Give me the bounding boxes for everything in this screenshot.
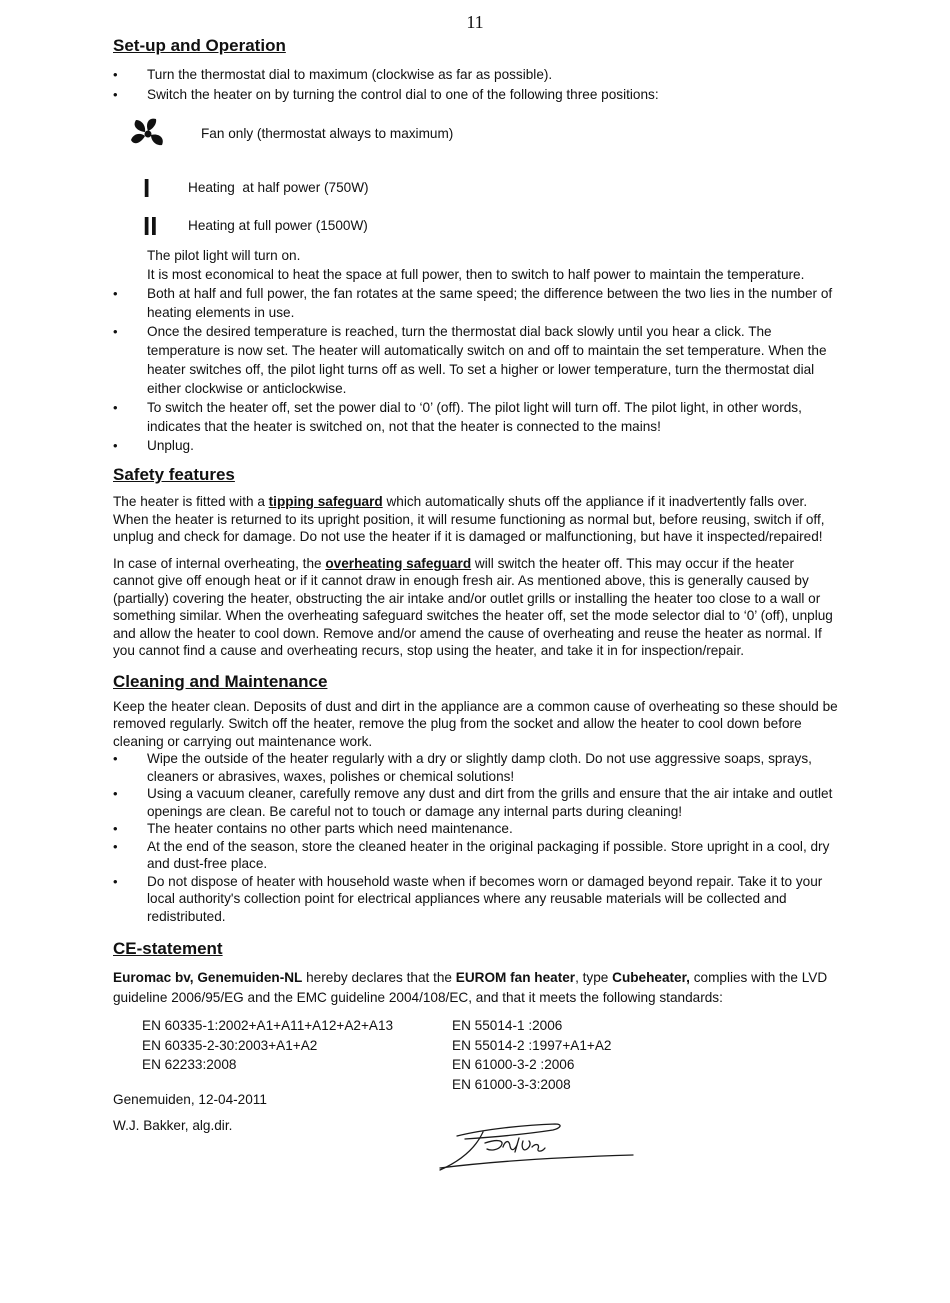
list-item: • Once the desired temperature is reached, turn the thermostat dial back slowly until you hear a click. The temperature is now set. The heater will automatically switch on and off to maintain the set temperature. When the heater switches off, the pilot light turns off as well. To set a higher or lower temperature, turn the thermostat dial either clockwise or anticlockwise. [113, 324, 827, 396]
list-item: • Switch the heater on by turning the control dial to one of the following three positions: [113, 86, 659, 102]
page-number: 11 [466, 12, 484, 32]
list-item: • The heater contains no other parts which need maintenance. [113, 821, 513, 836]
product-name: EUROM fan heater [455, 970, 576, 985]
bullet: • [113, 400, 118, 415]
fan-icon [129, 117, 167, 151]
ce-declaration: Euromac bv, Genemuiden-NL hereby declares that the EUROM fan heater, type Cubeheater, complies with the LVD guideline 2006/95/EG and the EMC guideline 2004/108/EC, and that it meets the following standards: [113, 970, 828, 1005]
standard-item: EN 61000-3-2 :2006 [452, 1057, 575, 1072]
handwritten-signature-icon [435, 1119, 635, 1175]
list-item: • To switch the heater off, set the power dial to ‘0’ (off). The pilot light will turn off. The pilot light, in other words, indicates that the heater is switched on, not that the heater is connected to the mains! [113, 400, 802, 434]
cleaning-intro: Keep the heater clean. Deposits of dust and dirt in the appliance are a common cause of overheating so these should be removed regularly. Switch off the heater, remove the plug from the socket and allow the heater to cool down before cleaning or carrying out maintenance work. [113, 698, 838, 749]
standard-item: EN 60335-2-30:2003+A1+A2 [142, 1037, 318, 1053]
safety-paragraph-2: In case of internal overheating, the overheating safeguard will switch the heater off. This may occur if the heater cannot give off enough heat or if it cannot draw in enough fresh air. As mentioned above, this is generally caused by (partially) covering the heater, obstructing the air intake and/or outlet grills or installing the heater too close to a wall or something similar. When the overheating safeguard switches the heater off, set the mode selector dial to ‘0’ (off), unplug and allow the heater to cool down. Remove and/or amend the cause of overheating and reuse the heater as normal. If you cannot find a cause and overheating recurs, stop using the heater, and take it in for inspection/repair. [113, 555, 833, 658]
bullet: • [113, 838, 118, 854]
standard-item: EN 62233:2008 [142, 1057, 237, 1072]
bullet: • [113, 438, 118, 453]
company-name: Euromac bv, Genemuiden-NL [113, 970, 303, 985]
standard-item: EN 55014-1 :2006 [452, 1018, 563, 1033]
standard-item: EN 61000-3-3:2008 [452, 1076, 571, 1092]
standards-list [113, 1016, 838, 1094]
list-item: • Using a vacuum cleaner, carefully remove any dust and dirt from the grills and ensure that the air intake and outlet openings are clean. Be careful not to touch or damage any internal parts during cleaning! [113, 786, 833, 819]
standards-left [142, 1016, 452, 1094]
mode-full-text: Heating at full power (1500W) [188, 218, 368, 233]
standards-right [452, 1016, 762, 1094]
signature-block [113, 1109, 838, 1189]
mode-full-power [113, 213, 838, 243]
place-date: Genemuiden, 12-04-2011 [113, 1092, 267, 1107]
bullet: • [113, 751, 118, 766]
cleaning-heading: Cleaning and Maintenance [113, 671, 328, 691]
standard-item: EN 60335-1:2002+A1+A11+A12+A2+A13 [142, 1018, 394, 1033]
mode-symbol: II [143, 211, 158, 241]
mode-half-power [113, 175, 838, 205]
bullet: • [113, 873, 118, 889]
setup-list-bottom [113, 284, 838, 455]
economical-text: It is most economical to heat the space at full power, then to switch to half power to maintain the temperature. [147, 267, 805, 282]
ce-heading: CE-statement [113, 939, 223, 958]
setup-list-top [113, 66, 838, 103]
mode-symbol: I [143, 173, 151, 203]
bullet: • [113, 286, 118, 301]
bullet: • [113, 786, 118, 801]
overheating-safeguard-term: overheating safeguard [325, 555, 472, 571]
mode-fan-text: Fan only (thermostat always to maximum) [201, 126, 454, 141]
safety-heading: Safety features [113, 465, 235, 484]
mode-fan [113, 117, 838, 159]
setup-heading: Set-up and Operation [113, 36, 286, 55]
list-item: • Unplug. [113, 438, 194, 453]
bullet: • [113, 67, 118, 82]
product-type: Cubeheater, [612, 970, 690, 985]
safety-paragraph-1: The heater is fitted with a tipping safeguard which automatically shuts off the appliance if it inadvertently falls over. When the heater is returned to its upright position, it will resume functioning as normal but, before reusing, switch if off, unplug and check for damage. Do not use the heater if it is damaged or malfunctioning, but have it inspected/repaired! [113, 494, 825, 544]
bullet: • [113, 324, 118, 339]
cleaning-list [113, 750, 838, 925]
page-content [113, 34, 838, 1189]
list-item: • Do not dispose of heater with household waste when if becomes worn or damaged beyond repair. Take it to your local authority's collection point for electrical appliances where any reusable materials will be collected and redistributed. [113, 873, 823, 924]
bullet: • [113, 86, 118, 102]
signatory: W.J. Bakker, alg.dir. [113, 1117, 233, 1133]
list-item: • Both at half and full power, the fan rotates at the same speed; the difference between the two lies in the number of heating elements in use. [113, 286, 833, 320]
tipping-safeguard-term: tipping safeguard [268, 494, 383, 509]
list-item: • Turn the thermostat dial to maximum (clockwise as far as possible). [113, 67, 553, 82]
bullet: • [113, 821, 118, 836]
pilot-text: The pilot light will turn on. [147, 248, 301, 263]
list-item: • At the end of the season, store the cleaned heater in the original packaging if possible. Store upright in a cool, dry and dust-free place. [113, 838, 830, 871]
standard-item: EN 55014-2 :1997+A1+A2 [452, 1037, 612, 1053]
list-item: • Wipe the outside of the heater regularly with a dry or slightly damp cloth. Do not use aggressive soaps, sprays, cleaners or abrasives, waxes, polishes or chemical solutions! [113, 751, 812, 784]
mode-half-text: Heating at half power (750W) [188, 180, 369, 195]
